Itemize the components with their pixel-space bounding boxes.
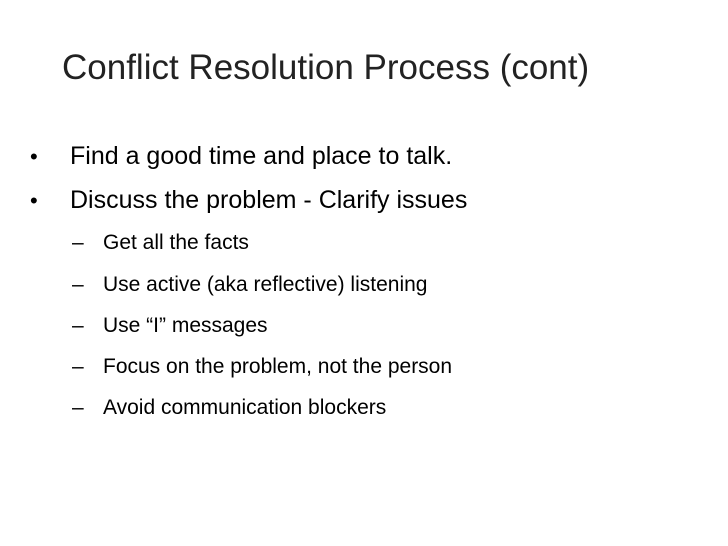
- bullet-item: [30, 185, 467, 216]
- sub-bullet-item: [72, 354, 452, 380]
- sub-bullet-marker: –: [72, 396, 84, 419]
- bullet-item: [30, 141, 452, 172]
- sub-bullet-text: Focus on the problem, not the person: [103, 355, 453, 378]
- slide-title: Conflict Resolution Process (cont): [62, 48, 590, 87]
- sub-bullet-text: Avoid communication blockers: [103, 396, 387, 419]
- sub-bullet-item: [72, 395, 386, 421]
- sub-bullet-item: [72, 230, 249, 256]
- sub-bullet-text: Get all the facts: [103, 231, 249, 254]
- sub-bullet-marker: –: [72, 231, 84, 254]
- sub-bullet-item: [72, 272, 427, 298]
- sub-bullet-marker: –: [72, 273, 84, 296]
- bullet-text: Find a good time and place to talk.: [70, 142, 453, 170]
- sub-bullet-marker: –: [72, 314, 84, 337]
- bullet-text: Discuss the problem - Clarify issues: [70, 186, 468, 214]
- sub-bullet-text: Use “I” messages: [103, 314, 268, 337]
- sub-bullet-text: Use active (aka reflective) listening: [103, 273, 428, 296]
- sub-bullet-marker: –: [72, 355, 84, 378]
- bullet-marker: •: [30, 144, 38, 169]
- sub-bullet-item: [72, 313, 268, 339]
- bullet-marker: •: [30, 188, 38, 213]
